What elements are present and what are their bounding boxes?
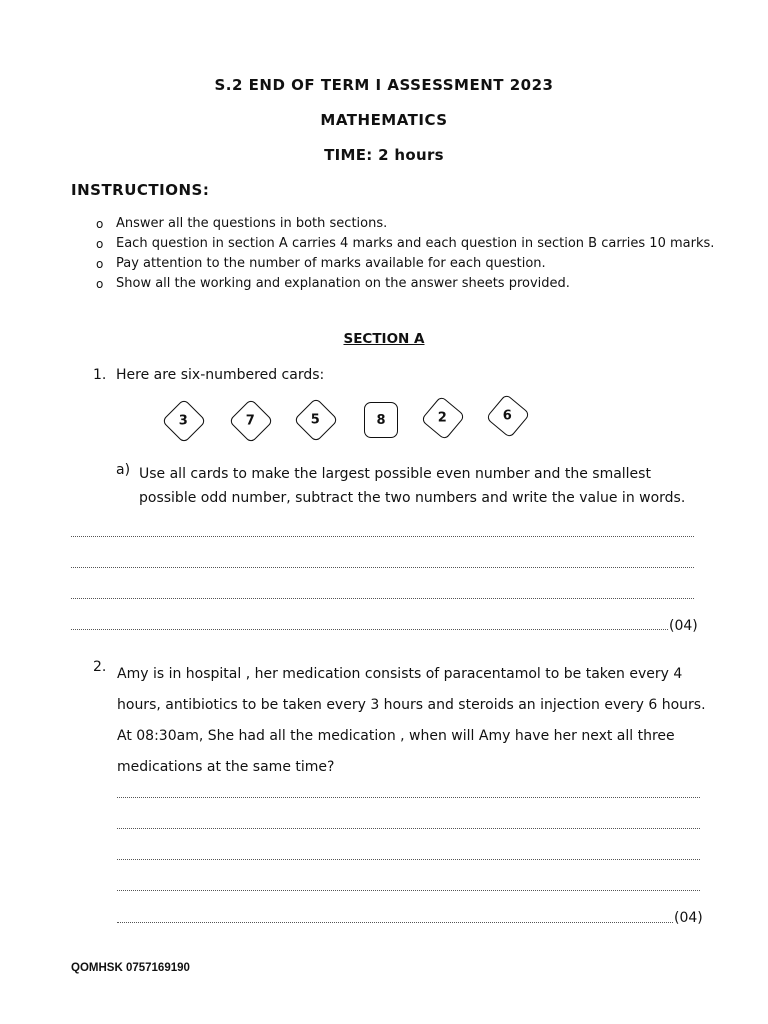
bullet-icon: o (96, 257, 104, 271)
question-1-marks: (04) (669, 618, 698, 634)
answer-line[interactable] (117, 859, 700, 860)
question-1-text: Here are six-numbered cards: (116, 367, 325, 383)
number-card: 7 (234, 404, 268, 438)
number-card: 2 (426, 401, 460, 435)
answer-line[interactable] (117, 922, 673, 923)
bullet-icon: o (96, 237, 104, 251)
instruction-item: o Each question in section A carries 4 marks and each question in section B carries 10 marks. (96, 234, 714, 254)
bullet-icon: o (96, 217, 104, 231)
answer-line[interactable] (117, 797, 700, 798)
instructions-heading: INSTRUCTIONS: (71, 181, 210, 199)
answer-line[interactable] (117, 890, 700, 891)
question-2-marks: (04) (674, 910, 703, 926)
question-2-text: Amy is in hospital , her medication consists of paracentamol to be taken every 4 hours, antibiotics to be taken every 3 hours and steroids an injection every 6 hours. At 08:30am, She had all the medication , when will Amy have her next all three medications at the same time? (117, 666, 706, 775)
number-card: 3 (167, 404, 201, 438)
answer-line[interactable] (71, 536, 694, 537)
footer-code: QOMHSK 0757169190 (71, 962, 190, 974)
answer-line[interactable] (117, 828, 700, 829)
subject-title: MATHEMATICS (320, 111, 448, 129)
question-1a-text: Use all cards to make the largest possible even number and the smallest possible odd number, subtract the two numbers and write the value in words. (139, 466, 686, 506)
question-2-number: 2. (93, 659, 107, 675)
answer-line[interactable] (71, 598, 694, 599)
number-card: 8 (364, 403, 398, 437)
answer-line[interactable] (71, 629, 668, 630)
instruction-item: o Show all the working and explanation on the answer sheets provided. (96, 274, 714, 294)
section-a-heading: SECTION A (343, 331, 425, 347)
bullet-icon: o (96, 277, 104, 291)
instructions-list (96, 214, 714, 294)
question-1a-label: a) (116, 462, 131, 478)
number-card: 5 (299, 403, 333, 437)
time-allowed: TIME: 2 hours (324, 146, 444, 164)
instruction-item: o Answer all the questions in both sections. (96, 214, 714, 234)
instruction-item: o Pay attention to the number of marks available for each question. (96, 254, 714, 274)
question-1-number: 1. (93, 367, 107, 383)
number-card: 6 (491, 399, 525, 433)
answer-line[interactable] (71, 567, 694, 568)
exam-title: S.2 END OF TERM I ASSESSMENT 2023 (214, 76, 554, 94)
